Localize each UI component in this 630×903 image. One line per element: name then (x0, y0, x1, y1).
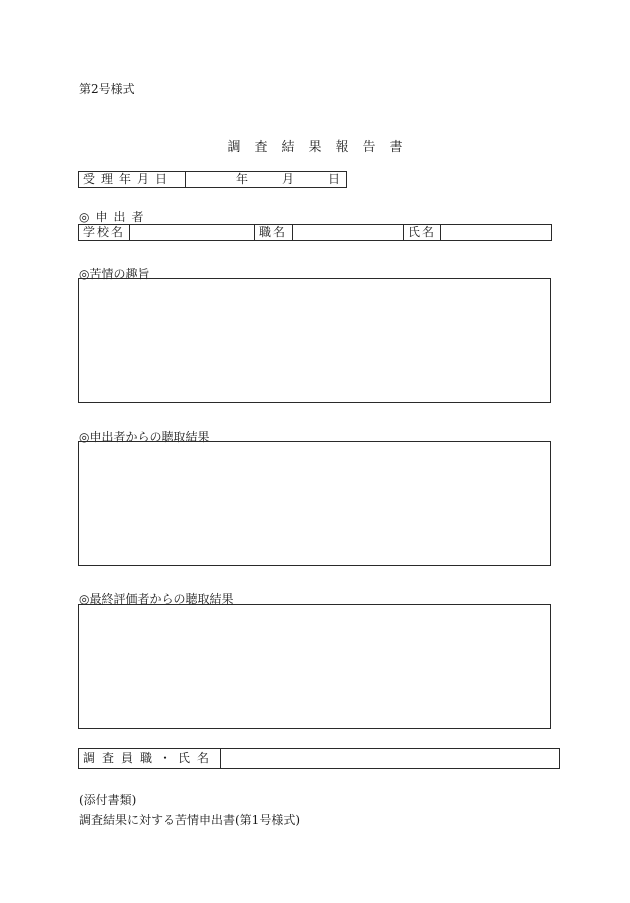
complaint-heading: ◎苦情の趣旨 (79, 267, 150, 281)
school-label: 学校名 (79, 225, 130, 241)
investigator-table (78, 748, 560, 769)
evaluator-hearing-heading: ◎最終評価者からの聴取結果 (79, 592, 234, 606)
attachments-heading: (添付書類) (79, 793, 137, 807)
position-label: 職名 (255, 225, 293, 241)
applicant-hearing-heading: ◎申出者からの聴取結果 (79, 430, 210, 444)
applicant-hearing-box[interactable] (78, 441, 551, 566)
complaint-box[interactable] (78, 278, 551, 403)
applicant-table (78, 224, 552, 241)
name-field[interactable] (441, 225, 552, 241)
month-unit: 月 (281, 172, 294, 186)
investigator-label: 調査員職・氏名 (79, 749, 221, 769)
receipt-date-field[interactable] (186, 172, 347, 188)
position-field[interactable] (293, 225, 404, 241)
page-title: 調査結果報告書 (227, 140, 417, 155)
year-unit: 年 (236, 172, 249, 186)
receipt-date-table (78, 171, 347, 188)
day-unit: 日 (327, 172, 340, 186)
name-label: 氏名 (404, 225, 441, 241)
form-number: 第2号様式 (79, 82, 135, 96)
evaluator-hearing-box[interactable] (78, 604, 551, 729)
investigator-field[interactable] (221, 749, 560, 769)
attachment-item: 調査結果に対する苦情申出書(第1号様式) (79, 813, 300, 827)
applicant-heading: ◎申出者 (79, 210, 150, 224)
receipt-date-label: 受理年月日 (79, 172, 186, 188)
school-field[interactable] (130, 225, 255, 241)
